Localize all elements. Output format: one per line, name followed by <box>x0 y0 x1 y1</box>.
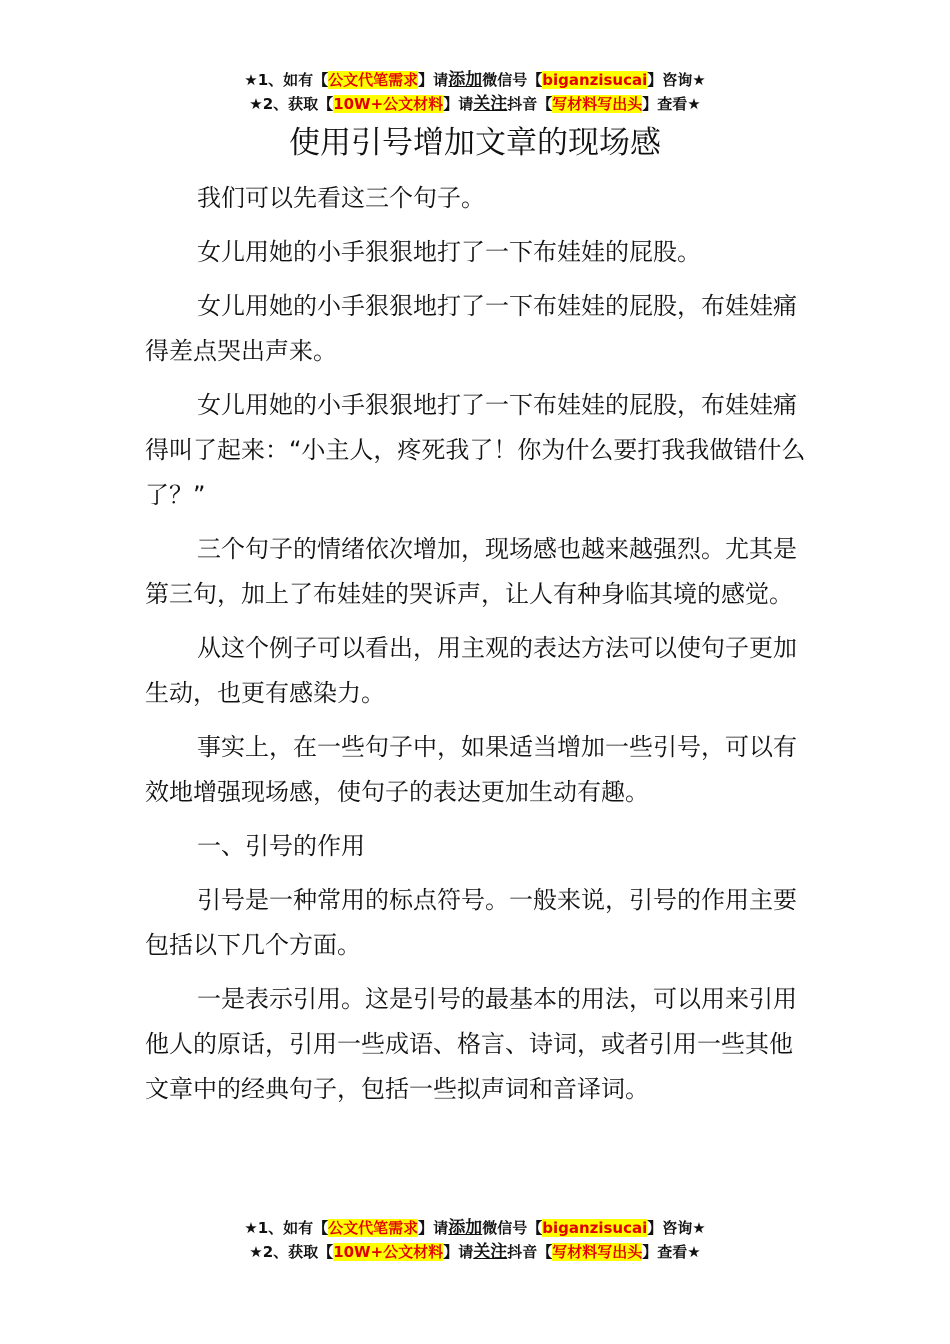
section-heading: 一、引号的作用 <box>197 832 365 860</box>
wechat-id-highlight: biganzisucai <box>542 1219 648 1237</box>
promo-text: 】请 <box>443 1243 474 1261</box>
promo-emphasis: 添加 <box>448 70 483 90</box>
promo-text: 】请 <box>418 1219 449 1237</box>
promo-line-1 <box>0 1216 950 1240</box>
promo-line-1 <box>0 68 950 92</box>
promo-text: 抖音【 <box>507 95 553 113</box>
promo-text: 】查看★ <box>642 1243 701 1261</box>
promo-text: 微信号【 <box>482 1219 543 1237</box>
promo-emphasis: 关注 <box>473 1242 508 1262</box>
promo-highlight: 公文代笔需求 <box>328 71 419 89</box>
promo-text: 】咨询★ <box>647 1219 706 1237</box>
promo-text: ★1、如有【 <box>244 1219 329 1237</box>
wechat-id-highlight: biganzisucai <box>542 71 648 89</box>
paragraph: 我们可以先看这三个句子。 <box>197 184 485 212</box>
promo-highlight: 公文代笔需求 <box>328 1219 419 1237</box>
douyin-id-highlight: 写材料写出头 <box>552 95 643 113</box>
promo-text: 】请 <box>443 95 474 113</box>
paragraph: 引号是一种常用的标点符号。一般来说，引号的作用主要包括以下几个方面。 <box>145 886 797 959</box>
promo-text: 】查看★ <box>642 95 701 113</box>
promo-highlight: 10W+公文材料 <box>333 1243 444 1261</box>
paragraph: 女儿用她的小手狠狠地打了一下布娃娃的屁股，布娃娃痛得差点哭出声来。 <box>145 292 797 365</box>
promo-text: 抖音【 <box>507 1243 553 1261</box>
promo-emphasis: 关注 <box>473 94 508 114</box>
douyin-id-highlight: 写材料写出头 <box>552 1243 643 1261</box>
promo-line-2 <box>0 92 950 116</box>
promo-text: ★2、获取【 <box>249 1243 334 1261</box>
promo-text: ★1、如有【 <box>244 71 329 89</box>
promo-highlight: 10W+公文材料 <box>333 95 444 113</box>
promo-line-2 <box>0 1240 950 1264</box>
paragraph: 从这个例子可以看出，用主观的表达方法可以使句子更加生动，也更有感染力。 <box>145 634 797 707</box>
document-body <box>145 176 807 1121</box>
promo-text: 】请 <box>418 71 449 89</box>
promo-banner-top <box>0 68 950 116</box>
paragraph: 三个句子的情绪依次增加，现场感也越来越强烈。尤其是第三句，加上了布娃娃的哭诉声，让人有种身临其境的感觉。 <box>145 535 797 608</box>
promo-banner-bottom <box>0 1216 950 1264</box>
promo-text: ★2、获取【 <box>249 95 334 113</box>
promo-emphasis: 添加 <box>448 1218 483 1238</box>
document-title: 使用引号增加文章的现场感 <box>289 125 661 161</box>
paragraph: 一是表示引用。这是引号的最基本的用法，可以用来引用他人的原话，引用一些成语、格言、诗词，或者引用一些其他文章中的经典句子，包括一些拟声词和音译词。 <box>145 985 797 1103</box>
paragraph: 女儿用她的小手狠狠地打了一下布娃娃的屁股。 <box>197 238 701 266</box>
promo-text: 】咨询★ <box>647 71 706 89</box>
promo-text: 微信号【 <box>482 71 543 89</box>
paragraph: 事实上，在一些句子中，如果适当增加一些引号，可以有效地增强现场感，使句子的表达更加生动有趣。 <box>145 733 797 806</box>
paragraph: 女儿用她的小手狠狠地打了一下布娃娃的屁股，布娃娃痛得叫了起来：“小主人，疼死我了！你为什么要打我我做错什么了？” <box>145 391 806 509</box>
